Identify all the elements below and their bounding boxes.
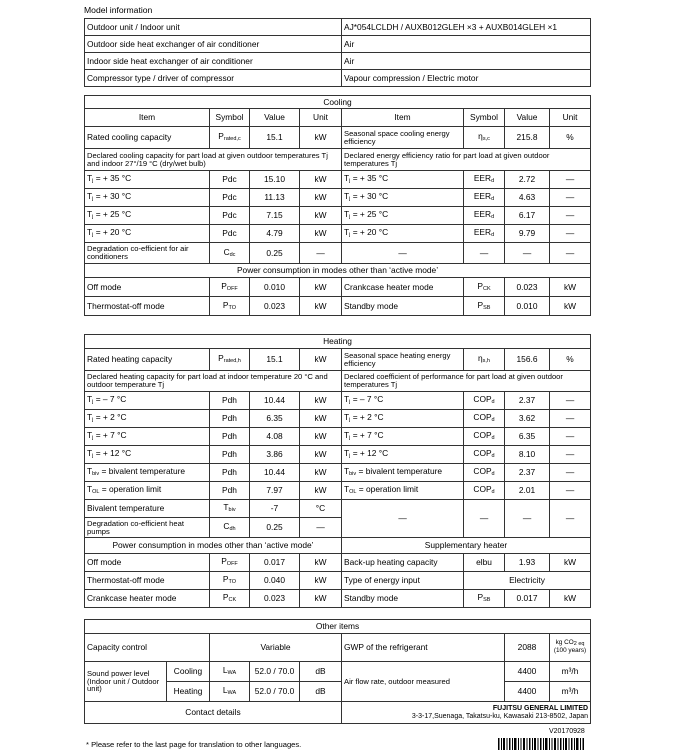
pdc-unit: kW <box>300 225 342 243</box>
declared-eer-label: Declared energy efficiency ratio for part load at given outdoor temperatures Tj <box>342 149 591 171</box>
model-info-table <box>84 18 591 87</box>
pdh-unit: kW <box>300 428 342 446</box>
tj-cell: $T_j$ = + 20 °C <box>85 225 210 243</box>
eer-value: 4.63 <box>505 189 550 207</box>
tj-cell: $T_j$ = + 30 °C <box>85 189 210 207</box>
pdc-value: 4.79 <box>250 225 300 243</box>
col-header: Item <box>342 109 464 127</box>
pdc-symbol: Pdc <box>210 225 250 243</box>
pdh-value: 4.08 <box>250 428 300 446</box>
tj-cell: $T_j$ = + 35 °C <box>342 171 464 189</box>
cop-unit: — <box>550 482 591 500</box>
cop-symbol: $COP_d$ <box>464 446 505 464</box>
seer-unit: % <box>550 127 591 149</box>
cop-value: 2.01 <box>505 482 550 500</box>
tj-cell: $T_j$ = + 12 °C <box>342 446 464 464</box>
bivalent-temp-value: -7 <box>250 500 300 518</box>
tbiv-cell: $T_{biv}$ = bivalent temperature <box>342 464 464 482</box>
crankcase-value: 0.023 <box>250 590 300 608</box>
psb-symbol: $P_{SB}$ <box>464 297 505 316</box>
empty-dash: — <box>464 243 505 264</box>
model-label: Indoor side heat exchanger of air conditioner <box>85 53 342 70</box>
rated-cooling-symbol: $P_{rated,c}$ <box>210 127 250 149</box>
thermostat-off-unit: kW <box>300 572 342 590</box>
model-value: Vapour compression / Electric motor <box>342 70 591 87</box>
scop-symbol: $\eta_{s,h}$ <box>464 349 505 371</box>
capacity-control-value: Variable <box>210 634 342 662</box>
supplementary-title: Supplementary heater <box>342 538 591 554</box>
rated-heating-unit: kW <box>300 349 342 371</box>
empty-dash: — <box>342 500 464 538</box>
version-code: V20170928 <box>549 728 585 735</box>
pto-symbol: $P_{TO}$ <box>210 572 250 590</box>
pdh-symbol: Pdh <box>210 428 250 446</box>
rated-heating-symbol: $P_{rated,h}$ <box>210 349 250 371</box>
tbiv-symbol: $T_{biv}$ <box>210 500 250 518</box>
tj-cell: $T_j$ = + 25 °C <box>342 207 464 225</box>
tj-cell: $T_j$ = + 2 °C <box>85 410 210 428</box>
thermostat-off-value: 0.023 <box>250 297 300 316</box>
pdc-value: 15.10 <box>250 171 300 189</box>
bivalent-temp-unit: °C <box>300 500 342 518</box>
col-header: Unit <box>550 109 591 127</box>
tj-cell: $T_j$ = + 30 °C <box>342 189 464 207</box>
off-mode-label: Off mode <box>85 278 210 297</box>
pdh-value: 6.35 <box>250 410 300 428</box>
contact-details-label: Contact details <box>85 702 342 724</box>
cop-unit: — <box>550 464 591 482</box>
airflow-cooling-value: 4400 <box>505 662 550 682</box>
off-value: 0.010 <box>250 278 300 297</box>
pck-symbol: $P_{CK}$ <box>464 278 505 297</box>
pdc-unit: kW <box>300 189 342 207</box>
pdh-unit: kW <box>300 464 342 482</box>
capacity-control-label: Capacity control <box>85 634 210 662</box>
pdh-unit: kW <box>300 392 342 410</box>
model-value: AJ*054LCLDH / AUXB012GLEH ×3 + AUXB014GLEH ×1 <box>342 19 591 36</box>
cop-value: 3.62 <box>505 410 550 428</box>
heating-title: Heating <box>85 335 591 349</box>
declared-cop-label: Declared coefficient of performance for part load at given outdoor temperatures Tj <box>342 371 591 392</box>
sound-heating-label: Heating <box>167 682 210 702</box>
cop-symbol: $COP_d$ <box>464 482 505 500</box>
empty-dash: — <box>505 243 550 264</box>
tol-cell: $T_{OL}$ = operation limit <box>342 482 464 500</box>
standby-unit: kW <box>550 297 591 316</box>
rated-cooling-label: Rated cooling capacity <box>85 127 210 149</box>
empty-dash: — <box>550 500 591 538</box>
tj-cell: $T_j$ = + 7 °C <box>85 428 210 446</box>
airflow-heating-value: 4400 <box>505 682 550 702</box>
scop-unit: % <box>550 349 591 371</box>
airflow-label: Air flow rate, outdoor measured <box>342 662 505 702</box>
elbu-symbol: elbu <box>464 554 505 572</box>
eer-value: 9.79 <box>505 225 550 243</box>
crankcase-label: Crankcase heater mode <box>342 278 464 297</box>
sound-cooling-label: Cooling <box>167 662 210 682</box>
power-title: Power consumption in modes other than ‘active mode’ <box>85 538 342 554</box>
scop-label: Seasonal space heating energy efficiency <box>342 349 464 371</box>
thermostat-off-value: 0.040 <box>250 572 300 590</box>
cop-value: 2.37 <box>505 392 550 410</box>
backup-unit: kW <box>550 554 591 572</box>
tbiv-cell: $T_{biv}$ = bivalent temperature <box>85 464 210 482</box>
degradation-label: Degradation co-efficient heat pumps <box>85 518 210 538</box>
model-label: Outdoor side heat exchanger of air conditioner <box>85 36 342 53</box>
tj-cell: $T_j$ = + 35 °C <box>85 171 210 189</box>
eer-unit: — <box>550 171 591 189</box>
pdc-unit: kW <box>300 171 342 189</box>
scop-value: 156.6 <box>505 349 550 371</box>
cop-unit: — <box>550 428 591 446</box>
pdh-unit: kW <box>300 410 342 428</box>
cdc-value: 0.25 <box>250 243 300 264</box>
cop-unit: — <box>550 410 591 428</box>
energy-type-label: Type of energy input <box>342 572 464 590</box>
crankcase-label: Crankcase heater mode <box>85 590 210 608</box>
gwp-label: GWP of the refrigerant <box>342 634 505 662</box>
airflow-unit: m³/h <box>550 682 591 702</box>
eer-symbol: $EER_d$ <box>464 189 505 207</box>
sound-heating-value: 52.0 / 70.0 <box>250 682 300 702</box>
off-unit: kW <box>300 554 342 572</box>
cdh-unit: — <box>300 518 342 538</box>
rated-cooling-value: 15.1 <box>250 127 300 149</box>
contact-details-value <box>342 702 591 724</box>
airflow-unit: m³/h <box>550 662 591 682</box>
cooling-table <box>84 95 591 316</box>
cop-symbol: $COP_d$ <box>464 428 505 446</box>
model-info-title: Model information <box>84 5 153 15</box>
cop-unit: — <box>550 446 591 464</box>
pdh-symbol: Pdh <box>210 464 250 482</box>
other-items-title: Other items <box>85 620 591 634</box>
pto-symbol: $P_{TO}$ <box>210 297 250 316</box>
sound-power-label: Sound power level (Indoor unit / Outdoor unit) <box>85 662 167 702</box>
other-items-table <box>84 619 591 724</box>
psb-symbol: $P_{SB}$ <box>464 590 505 608</box>
pdh-value: 7.97 <box>250 482 300 500</box>
rated-heating-value: 15.1 <box>250 349 300 371</box>
tol-cell: $T_{OL}$ = operation limit <box>85 482 210 500</box>
pdc-value: 7.15 <box>250 207 300 225</box>
tj-cell: $T_j$ = + 7 °C <box>342 428 464 446</box>
model-label: Compressor type / driver of compressor <box>85 70 342 87</box>
bivalent-temp-label: Bivalent temperature <box>85 500 210 518</box>
company-name: FUJITSU GENERAL LIMITED <box>492 705 589 713</box>
pdc-symbol: Pdc <box>210 171 250 189</box>
pdh-unit: kW <box>300 482 342 500</box>
company-address: 3-3-17,Suenaga, Takatsu-ku, Kawasaki 213-8502, Japan <box>411 712 589 720</box>
empty-dash: — <box>342 243 464 264</box>
seer-label: Seasonal space cooling energy efficiency <box>342 127 464 149</box>
col-header: Value <box>250 109 300 127</box>
tj-cell: $T_j$ = – 7 °C <box>85 392 210 410</box>
tj-cell: $T_j$ = + 2 °C <box>342 410 464 428</box>
eer-unit: — <box>550 207 591 225</box>
barcode-icon <box>498 738 584 750</box>
power-title: Power consumption in modes other than ‘active mode’ <box>85 264 591 278</box>
col-header: Item <box>85 109 210 127</box>
eer-unit: — <box>550 189 591 207</box>
off-mode-label: Off mode <box>85 554 210 572</box>
cdh-value: 0.25 <box>250 518 300 538</box>
pdc-symbol: Pdc <box>210 189 250 207</box>
energy-type-value: Electricity <box>464 572 591 590</box>
standby-value: 0.010 <box>505 297 550 316</box>
eer-symbol: $EER_d$ <box>464 207 505 225</box>
seer-value: 215.8 <box>505 127 550 149</box>
seer-symbol: $\eta_{s,c}$ <box>464 127 505 149</box>
empty-dash: — <box>464 500 505 538</box>
cdc-symbol: $C_{dc}$ <box>210 243 250 264</box>
pdh-symbol: Pdh <box>210 482 250 500</box>
poff-symbol: $P_{OFF}$ <box>210 278 250 297</box>
cop-value: 8.10 <box>505 446 550 464</box>
eer-value: 6.17 <box>505 207 550 225</box>
standby-unit: kW <box>550 590 591 608</box>
eer-symbol: $EER_d$ <box>464 171 505 189</box>
gwp-unit: kg $CO_{2 eq}$ (100 years) <box>550 634 591 662</box>
gwp-value: 2088 <box>505 634 550 662</box>
lwa-symbol: $L_{WA}$ <box>210 682 250 702</box>
pdc-symbol: Pdc <box>210 207 250 225</box>
off-value: 0.017 <box>250 554 300 572</box>
pdh-unit: kW <box>300 446 342 464</box>
thermostat-off-label: Thermostat-off mode <box>85 572 210 590</box>
declared-cooling-label: Declared cooling capacity for part load at given outdoor temperatures Tj and indoor 27°/19 °C (dry/wet bulb) <box>85 149 342 171</box>
cdh-symbol: $C_{dh}$ <box>210 518 250 538</box>
lwa-symbol: $L_{WA}$ <box>210 662 250 682</box>
rated-heating-label: Rated heating capacity <box>85 349 210 371</box>
col-header: Symbol <box>210 109 250 127</box>
thermostat-off-label: Thermostat-off mode <box>85 297 210 316</box>
eer-unit: — <box>550 225 591 243</box>
pck-symbol: $P_{CK}$ <box>210 590 250 608</box>
cooling-title: Cooling <box>85 96 591 109</box>
tj-cell: $T_j$ = – 7 °C <box>342 392 464 410</box>
poff-symbol: $P_{OFF}$ <box>210 554 250 572</box>
eer-value: 2.72 <box>505 171 550 189</box>
eer-symbol: $EER_d$ <box>464 225 505 243</box>
cdc-unit: — <box>300 243 342 264</box>
off-unit: kW <box>300 278 342 297</box>
tj-cell: $T_j$ = + 20 °C <box>342 225 464 243</box>
tj-cell: $T_j$ = + 12 °C <box>85 446 210 464</box>
heating-table <box>84 334 591 608</box>
thermostat-off-unit: kW <box>300 297 342 316</box>
rated-cooling-unit: kW <box>300 127 342 149</box>
cop-symbol: $COP_d$ <box>464 464 505 482</box>
crankcase-unit: kW <box>550 278 591 297</box>
pdh-symbol: Pdh <box>210 410 250 428</box>
empty-dash: — <box>505 500 550 538</box>
empty-dash: — <box>550 243 591 264</box>
col-header: Value <box>505 109 550 127</box>
tj-cell: $T_j$ = + 25 °C <box>85 207 210 225</box>
standby-label: Standby mode <box>342 297 464 316</box>
sound-unit: dB <box>300 662 342 682</box>
standby-label: Standby mode <box>342 590 464 608</box>
pdh-symbol: Pdh <box>210 446 250 464</box>
cop-symbol: $COP_d$ <box>464 410 505 428</box>
cop-value: 6.35 <box>505 428 550 446</box>
pdh-value: 10.44 <box>250 392 300 410</box>
crankcase-unit: kW <box>300 590 342 608</box>
sound-cooling-value: 52.0 / 70.0 <box>250 662 300 682</box>
pdh-symbol: Pdh <box>210 392 250 410</box>
sound-unit: dB <box>300 682 342 702</box>
cop-unit: — <box>550 392 591 410</box>
model-label: Outdoor unit / Indoor unit <box>85 19 342 36</box>
standby-value: 0.017 <box>505 590 550 608</box>
model-value: Air <box>342 53 591 70</box>
backup-label: Back-up heating capacity <box>342 554 464 572</box>
footnote: * Please refer to the last page for translation to other languages. <box>86 740 302 749</box>
pdh-value: 3.86 <box>250 446 300 464</box>
col-header: Symbol <box>464 109 505 127</box>
backup-value: 1.93 <box>505 554 550 572</box>
declared-heating-label: Declared heating capacity for part load at indoor temperature 20 °C and outdoor temperature Tj <box>85 371 342 392</box>
cop-symbol: $COP_d$ <box>464 392 505 410</box>
col-header: Unit <box>300 109 342 127</box>
pdh-value: 10.44 <box>250 464 300 482</box>
model-value: Air <box>342 36 591 53</box>
pdc-unit: kW <box>300 207 342 225</box>
degradation-label: Degradation co-efficient for air conditioners <box>85 243 210 264</box>
crankcase-value: 0.023 <box>505 278 550 297</box>
pdc-value: 11.13 <box>250 189 300 207</box>
cop-value: 2.37 <box>505 464 550 482</box>
